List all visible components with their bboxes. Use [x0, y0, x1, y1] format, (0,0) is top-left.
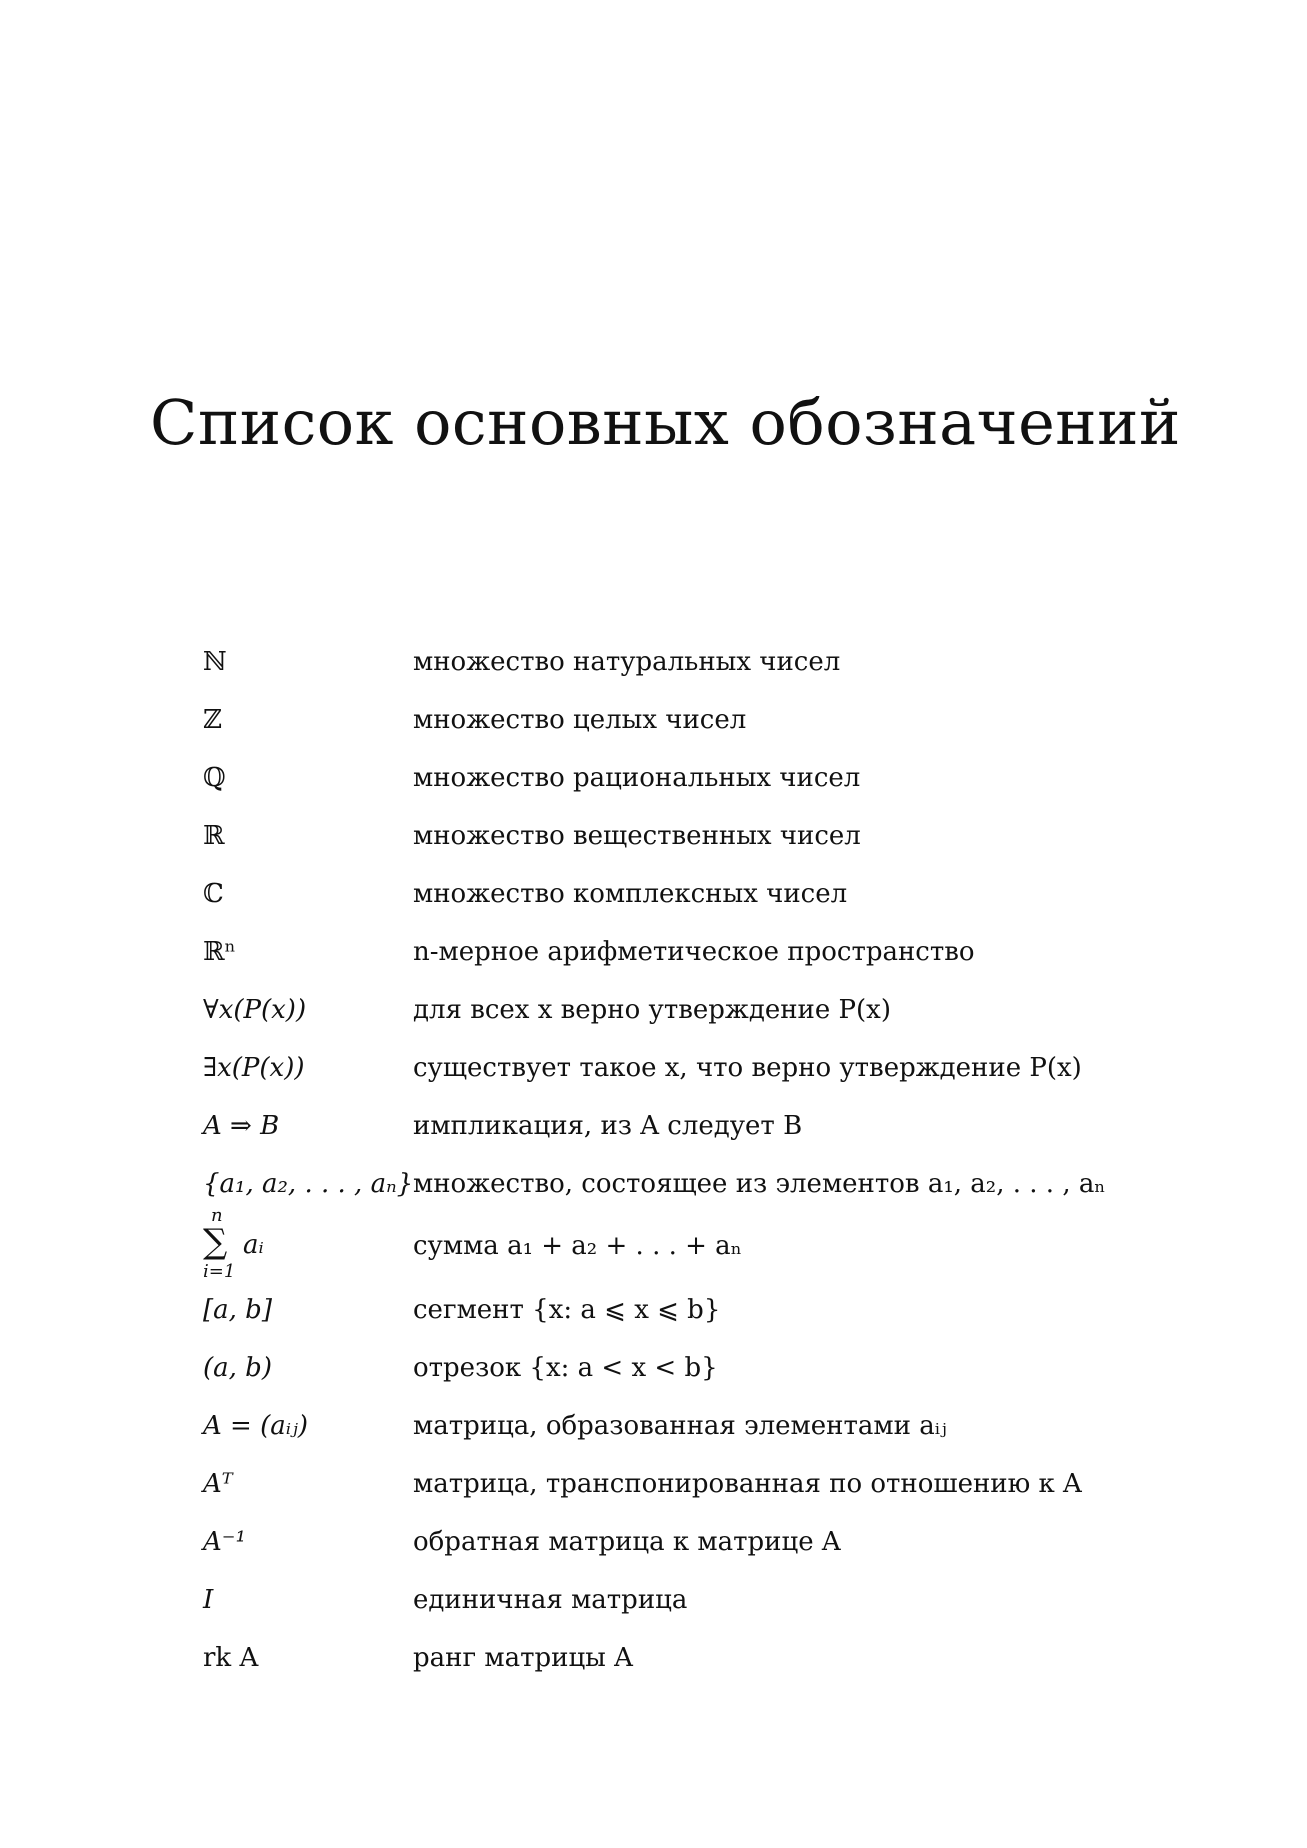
notation-symbol: ℤ [203, 705, 222, 735]
notation-description: сумма a₁ + a₂ + . . . + aₙ [413, 1231, 742, 1261]
notation-description: n-мерное арифметическое пространство [413, 937, 975, 967]
notation-row [203, 1464, 1203, 1504]
notation-symbol: ℂ [203, 879, 224, 909]
notation-description: отрезок {x: a < x < b} [413, 1353, 718, 1383]
notation-description: существует такое x, что верно утверждение P(x) [413, 1053, 1082, 1083]
notation-description: множество, состоящее из элементов a₁, a₂, . . . , aₙ [413, 1169, 1106, 1199]
notation-symbol: Aᵀ [203, 1469, 233, 1499]
notation-row [203, 1522, 1203, 1562]
notation-symbol: I [203, 1585, 214, 1615]
notation-row [203, 1106, 1203, 1146]
notation-symbol: ∀x(P(x)) [203, 995, 307, 1025]
sum-notation-symbol [203, 1206, 283, 1296]
notation-symbol: {a₁, a₂, . . . , aₙ} [203, 1169, 414, 1199]
sum-lower-limit: i=1 [203, 1261, 236, 1282]
notation-row [203, 932, 1203, 972]
notation-description: ранг матрицы A [413, 1643, 633, 1673]
notation-description: импликация, из A следует B [413, 1111, 803, 1141]
notation-row [203, 874, 1203, 914]
notation-symbol: ℚ [203, 763, 226, 793]
notation-symbol: ℕ [203, 647, 227, 677]
notation-description: для всех x верно утверждение P(x) [413, 995, 891, 1025]
notation-description: обратная матрица к матрице A [413, 1527, 841, 1557]
notation-row [203, 1290, 1203, 1330]
notation-row [203, 1048, 1203, 1088]
notation-symbol: ℝ [203, 821, 225, 851]
notation-description: множество целых чисел [413, 705, 747, 735]
notation-row [203, 1348, 1203, 1388]
notation-row [203, 1580, 1203, 1620]
notation-symbol: A ⇒ B [203, 1111, 280, 1141]
notation-description: матрица, транспонированная по отношению к A [413, 1469, 1082, 1499]
sigma-symbol: ∑ [203, 1222, 228, 1262]
notation-description: матрица, образованная элементами aᵢⱼ [413, 1411, 947, 1441]
notation-symbol: A = (aᵢⱼ) [203, 1411, 308, 1441]
notation-row [203, 1638, 1203, 1678]
notation-row [203, 700, 1203, 740]
notation-description: множество натуральных чисел [413, 647, 841, 677]
notation-description: множество рациональных чисел [413, 763, 861, 793]
notation-row [203, 758, 1203, 798]
page-title: Список основных обозначений [150, 386, 1181, 459]
notation-symbol: (a, b) [203, 1353, 272, 1383]
sum-upper-limit: n [211, 1205, 223, 1226]
notation-symbol: ℝⁿ [203, 937, 236, 967]
notation-symbol: ∃x(P(x)) [203, 1053, 305, 1083]
notation-description: единичная матрица [413, 1585, 688, 1615]
sum-term: aᵢ [243, 1230, 264, 1260]
notation-symbol: [a, b] [203, 1295, 272, 1325]
notation-row [203, 642, 1203, 682]
notation-row [203, 1406, 1203, 1446]
notation-description: множество комплексных чисел [413, 879, 848, 909]
notation-row [203, 816, 1203, 856]
notation-symbol: A⁻¹ [203, 1527, 246, 1557]
notation-row [203, 1205, 1203, 1282]
notation-description: сегмент {x: a ⩽ x ⩽ b} [413, 1295, 721, 1325]
notation-row [203, 1164, 1203, 1204]
notation-row [203, 990, 1203, 1030]
notation-symbol: rk A [203, 1643, 259, 1673]
notation-description: множество вещественных чисел [413, 821, 861, 851]
